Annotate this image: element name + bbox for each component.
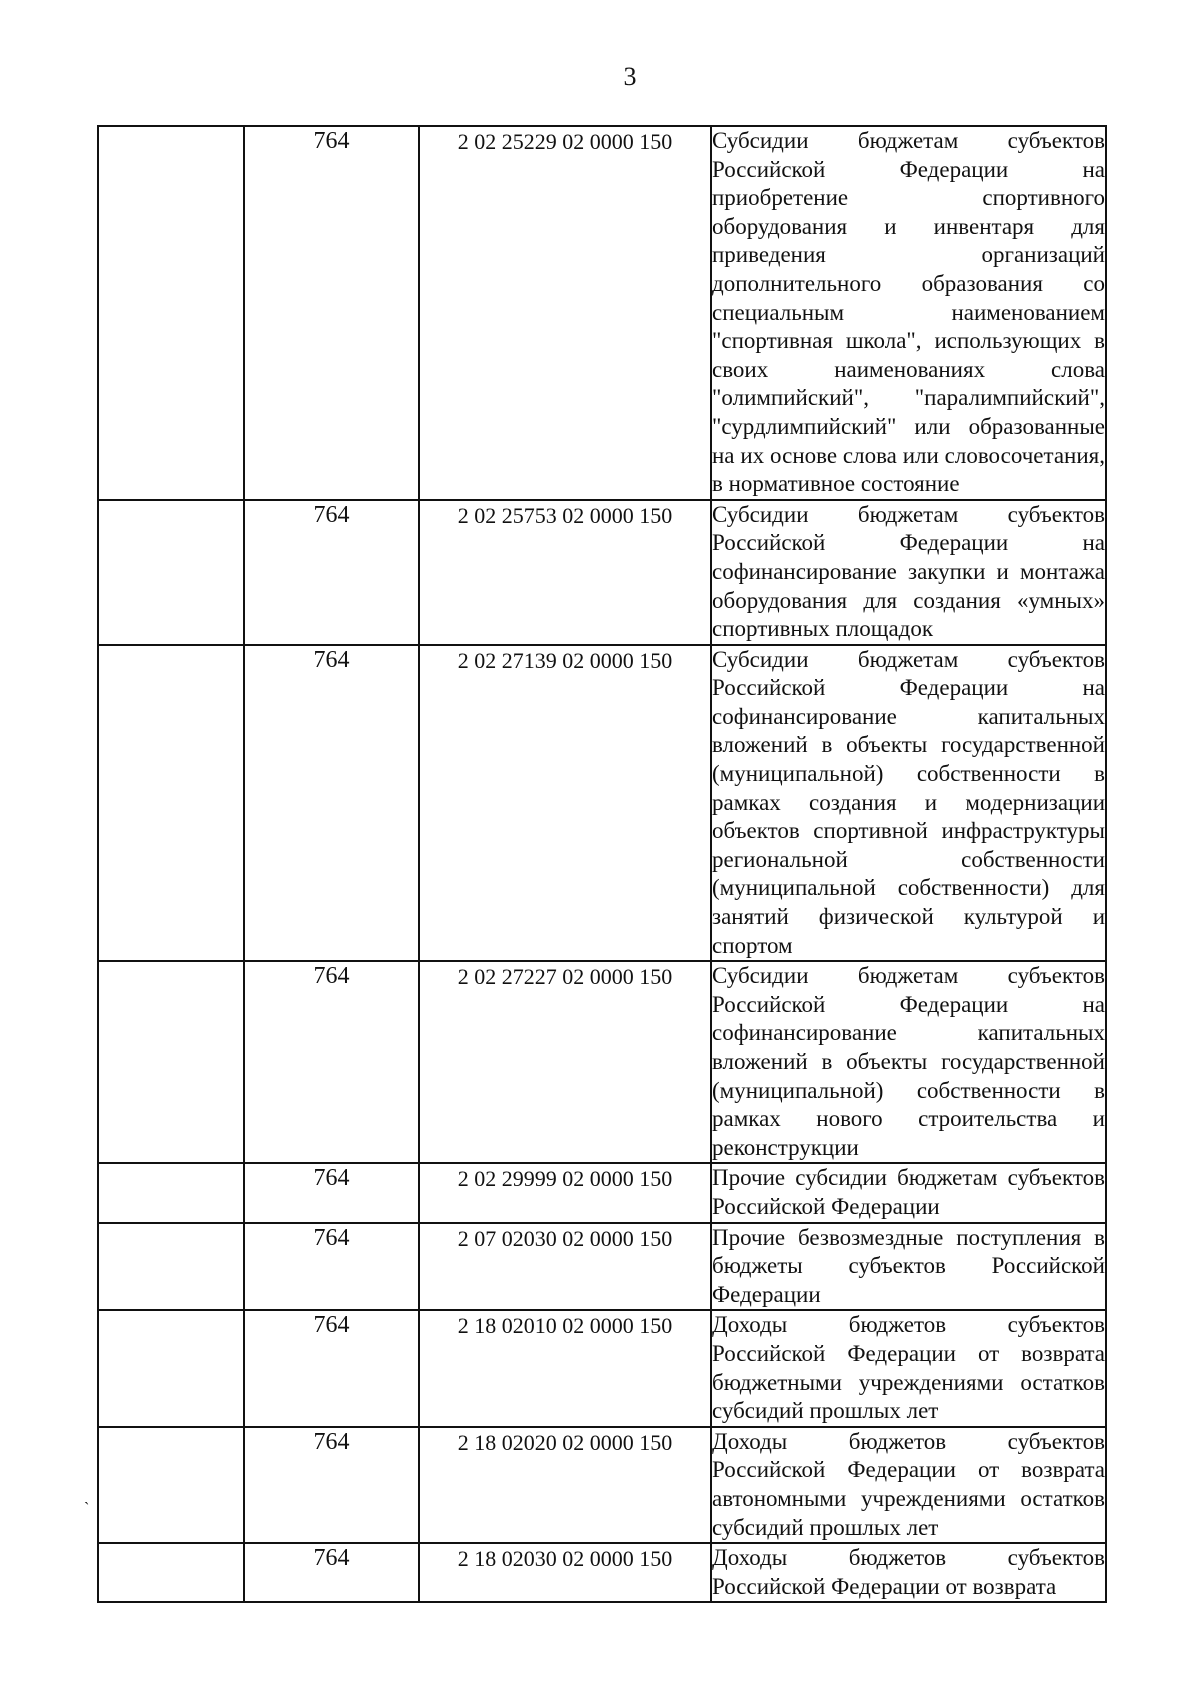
table-row bbox=[98, 1310, 1106, 1426]
scan-artifact-mark: ` bbox=[84, 1500, 90, 1517]
table-row bbox=[98, 1543, 1106, 1602]
table-row bbox=[98, 126, 1106, 500]
table-row bbox=[98, 500, 1106, 645]
page-number: 3 bbox=[623, 62, 637, 91]
cell-kbk-code: 2 18 02030 02 0000 150 bbox=[419, 1543, 711, 1602]
table-row bbox=[98, 1427, 1106, 1543]
cell-admin-code: 764 bbox=[244, 961, 419, 1163]
cell-description: Прочие субсидии бюджетам субъектов Российской Федерации bbox=[711, 1163, 1106, 1222]
cell-empty bbox=[98, 961, 244, 1163]
cell-kbk-code: 2 02 29999 02 0000 150 bbox=[419, 1163, 711, 1222]
cell-description: Доходы бюджетов субъектов Российской Федерации от возврата бюджетными учреждениями остатков субсидий прошлых лет bbox=[711, 1310, 1106, 1426]
cell-kbk-code: 2 02 27227 02 0000 150 bbox=[419, 961, 711, 1163]
cell-description: Доходы бюджетов субъектов Российской Федерации от возврата bbox=[711, 1543, 1106, 1602]
cell-admin-code: 764 bbox=[244, 1427, 419, 1543]
cell-kbk-code: 2 02 27139 02 0000 150 bbox=[419, 645, 711, 962]
table-row bbox=[98, 645, 1106, 962]
cell-empty bbox=[98, 1427, 244, 1543]
cell-admin-code: 764 bbox=[244, 645, 419, 962]
cell-empty bbox=[98, 1310, 244, 1426]
cell-kbk-code: 2 07 02030 02 0000 150 bbox=[419, 1223, 711, 1311]
cell-admin-code: 764 bbox=[244, 500, 419, 645]
cell-admin-code: 764 bbox=[244, 1223, 419, 1311]
cell-admin-code: 764 bbox=[244, 1163, 419, 1222]
cell-kbk-code: 2 18 02020 02 0000 150 bbox=[419, 1427, 711, 1543]
cell-admin-code: 764 bbox=[244, 126, 419, 500]
cell-kbk-code: 2 02 25229 02 0000 150 bbox=[419, 126, 711, 500]
cell-empty bbox=[98, 645, 244, 962]
cell-admin-code: 764 bbox=[244, 1543, 419, 1602]
cell-empty bbox=[98, 1223, 244, 1311]
table-body bbox=[98, 126, 1106, 1602]
table-row bbox=[98, 961, 1106, 1163]
cell-empty bbox=[98, 500, 244, 645]
table-row bbox=[98, 1223, 1106, 1311]
cell-kbk-code: 2 18 02010 02 0000 150 bbox=[419, 1310, 711, 1426]
budget-codes-table bbox=[97, 125, 1107, 1603]
cell-description: Прочие безвозмездные поступления в бюджеты субъектов Российской Федерации bbox=[711, 1223, 1106, 1311]
table-row bbox=[98, 1163, 1106, 1222]
cell-admin-code: 764 bbox=[244, 1310, 419, 1426]
cell-description: Субсидии бюджетам субъектов Российской Федерации на софинансирование капитальных вложений в объекты государственной (муниципальной) собственности в рамках создания и модернизации объектов спортивной инфраструктуры региональной собственности (муниципальной собственности) для занятий физической культурой и спортом bbox=[711, 645, 1106, 962]
cell-empty bbox=[98, 126, 244, 500]
cell-description: Субсидии бюджетам субъектов Российской Федерации на софинансирование капитальных вложений в объекты государственной (муниципальной) собственности в рамках нового строительства и реконструкции bbox=[711, 961, 1106, 1163]
cell-empty bbox=[98, 1543, 244, 1602]
cell-description: Доходы бюджетов субъектов Российской Федерации от возврата автономными учреждениями остатков субсидий прошлых лет bbox=[711, 1427, 1106, 1543]
cell-kbk-code: 2 02 25753 02 0000 150 bbox=[419, 500, 711, 645]
cell-description: Субсидии бюджетам субъектов Российской Федерации на софинансирование закупки и монтажа оборудования для создания «умных» спортивных площадок bbox=[711, 500, 1106, 645]
cell-empty bbox=[98, 1163, 244, 1222]
cell-description: Субсидии бюджетам субъектов Российской Федерации на приобретение спортивного оборудования и инвентаря для приведения организаций дополнительного образования со специальным наименованием "спортивная школа", использующих в своих наименованиях слова "олимпийский", "паралимпийский", "сурдлимпийский" или образованные на их основе слова или словосочетания, в нормативное состояние bbox=[711, 126, 1106, 500]
